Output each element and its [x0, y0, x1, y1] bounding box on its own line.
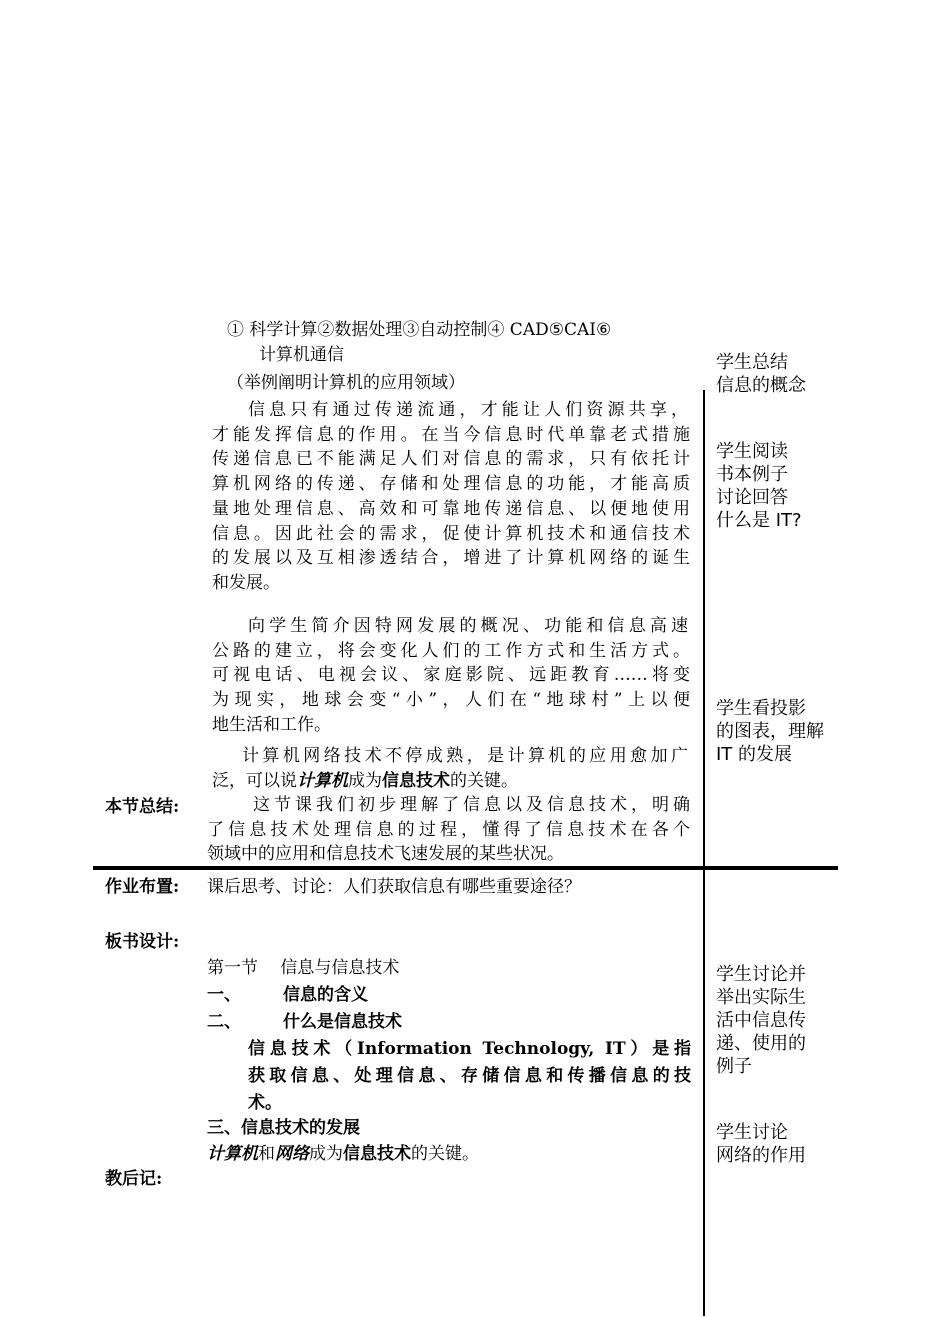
text-line: 讨论回答: [716, 487, 788, 508]
text-run: 的关键。: [450, 770, 518, 791]
text-line: 学生讨论并: [716, 964, 806, 985]
paragraph-network-key: [212, 744, 690, 793]
homework-text: 课后思考、讨论：人们获取信息有哪些重要途径？: [207, 877, 581, 897]
text-line: 的发展以及互相渗透结合，增进了计算机网络的诞生: [212, 548, 690, 569]
keyword-computer: 计算机: [207, 1144, 258, 1164]
text-line: 量地处理信息、高效和可靠地传递信息、以便地使用: [212, 498, 690, 519]
text-run: 的关键。: [411, 1144, 479, 1164]
text-line: 学生看投影: [716, 698, 806, 719]
board-item-2-number: 二、: [207, 1012, 241, 1032]
apps-note: （举例阐明计算机的应用领域）: [227, 373, 465, 393]
text-line: 举出实际生: [716, 987, 806, 1008]
text-line: 活中信息传: [716, 1010, 806, 1031]
text-line: 术。: [248, 1093, 282, 1113]
text-line: 信息的概念: [716, 375, 806, 396]
text-line: 什么是 IT?: [716, 510, 802, 531]
summary-label: 本节总结:: [105, 797, 180, 817]
text-run: 成为: [348, 770, 382, 791]
text-line: 了信息技术处理信息的过程，懂得了信息技术在各个: [207, 819, 690, 840]
text-line: 传递信息已不能满足人们对信息的需求，只有依托计: [212, 449, 690, 470]
board-item-2-text: 什么是信息技术: [283, 1012, 402, 1032]
text-line: IT 的发展: [716, 744, 793, 765]
summary-text: [207, 793, 690, 867]
paragraph-internet-intro: [212, 614, 690, 738]
student-activity-4: [716, 963, 806, 1078]
text-line: 才能发挥信息的作用。在当今信息时代单靠老式措施: [212, 424, 690, 445]
apps-line-2: 计算机通信: [259, 345, 344, 365]
board-item-1-text: 信息的含义: [283, 985, 368, 1005]
text-line: 的图表，理解: [716, 721, 824, 742]
board-key-line: [207, 1142, 479, 1166]
text-run: 和: [258, 1144, 275, 1164]
text-line: 递、使用的: [716, 1033, 806, 1054]
board-section-title: 第一节 信息与信息技术: [207, 958, 400, 978]
text-line: 为现实，地球会变“小”，人们在“地球村”上以便: [212, 690, 690, 711]
text-line: 例子: [716, 1056, 752, 1077]
keyword-network: 网络: [275, 1144, 309, 1164]
text-run: 泛，可以说: [212, 770, 297, 791]
text-line: 学生阅读: [716, 441, 788, 462]
keyword-it: 信息技术: [382, 770, 450, 791]
board-definition: [248, 1036, 691, 1117]
student-activity-3: [716, 697, 824, 766]
afterword-label: 教后记:: [105, 1169, 163, 1189]
text-line: 信息只有通过传递流通，才能让人们资源共享，: [248, 400, 688, 420]
text-line: 计算机网络技术不停成熟，是计算机的应用愈加广: [242, 746, 688, 766]
homework-label: 作业布置:: [105, 877, 180, 897]
text-line: 学生讨论: [716, 1122, 788, 1143]
text-line: 算机网络的传递、存储和处理信息的功能，才能高质: [212, 474, 690, 495]
text-line: 信息技术（Information Technology, IT）是指: [248, 1039, 691, 1059]
text-line: 网络的作用: [716, 1145, 806, 1166]
text-line: 这节课我们初步理解了信息以及信息技术，明确: [253, 795, 690, 815]
column-divider-upper: [703, 390, 705, 868]
text-line: 地生活和工作。: [212, 714, 331, 735]
text-line: 向学生简介因特网发展的概况、功能和信息高速: [248, 616, 688, 636]
text-line: 获取信息、处理信息、存储信息和传播信息的技: [248, 1066, 691, 1086]
text-line: 可视电话、电视会议、家庭影院、远距教育……将变: [212, 665, 690, 686]
text-line: 领域中的应用和信息技术飞速发展的某些状况。: [207, 844, 564, 865]
text-line: 学生总结: [716, 352, 788, 373]
board-item-3: 三、信息技术的发展: [207, 1118, 360, 1138]
paragraph-network-role: [212, 398, 690, 596]
text-line: 信息。因此社会的需求，促使计算机技术和通信技术: [212, 523, 690, 544]
keyword-it: 信息技术: [343, 1144, 411, 1164]
text-run: 成为: [309, 1144, 343, 1164]
board-item-1-number: 一、: [207, 985, 241, 1005]
student-activity-5: [716, 1121, 806, 1167]
student-activity-2: [716, 440, 802, 532]
keyword-computer: 计算机: [297, 770, 348, 791]
board-label: 板书设计:: [105, 932, 180, 952]
text-line: 书本例子: [716, 464, 788, 485]
apps-line-1: ① 科学计算②数据处理③自动控制④ CAD⑤CAI⑥: [227, 320, 612, 340]
text-line: 和发展。: [212, 572, 280, 593]
text-line-mixed: [212, 769, 690, 794]
column-divider-lower: [703, 870, 705, 1316]
text-line: 公路的建立，将会变化人们的工作方式和生活方式。: [212, 640, 690, 661]
student-activity-1: [716, 351, 806, 397]
